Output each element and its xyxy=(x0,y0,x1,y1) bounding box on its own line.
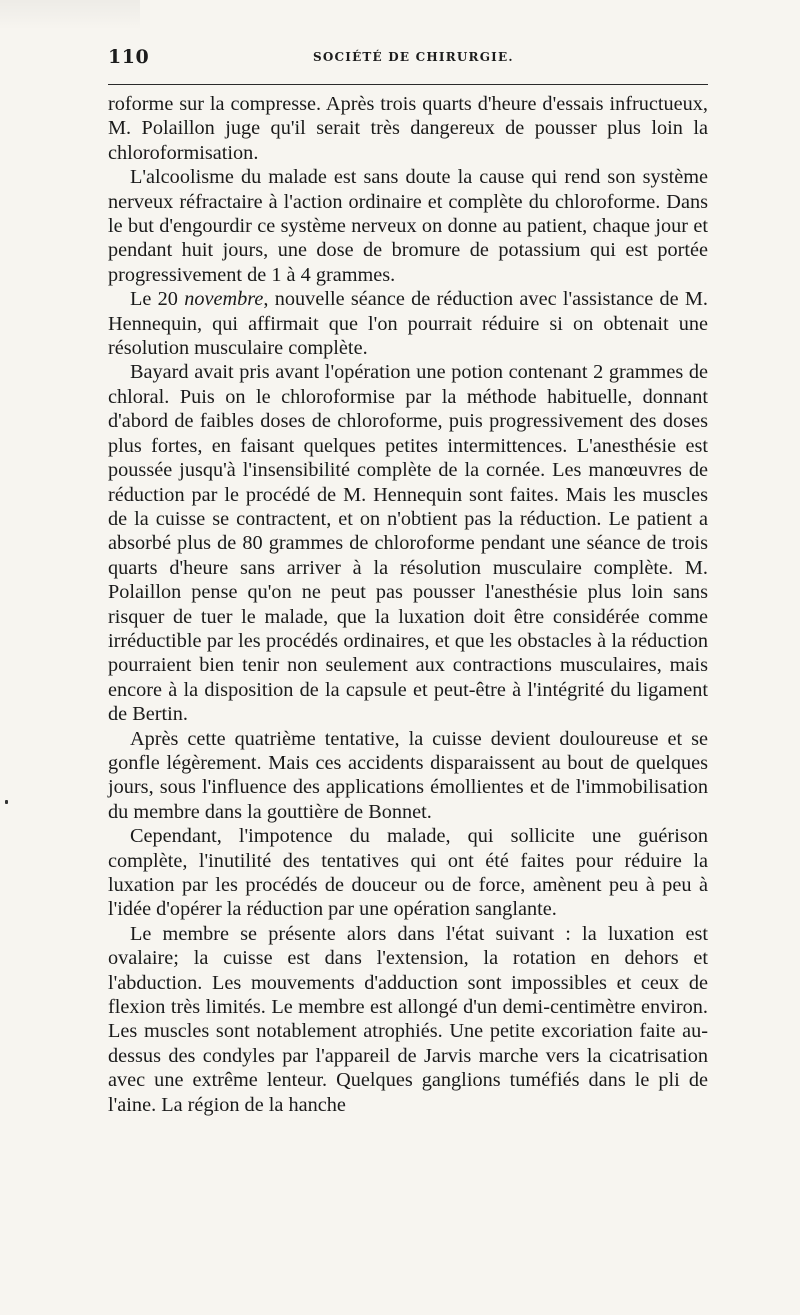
page-header xyxy=(108,46,708,70)
novembre-italic: novembre xyxy=(184,288,264,311)
novembre-after: , nouvelle séance de réduction avec l'assistance de M. Hennequin, qui affirmait que l'on pourrait réduire si on obtenait une résolution musculaire complète. xyxy=(108,288,708,360)
page-number: 110 xyxy=(108,46,150,68)
paragraph-quatrieme-tentative: Après cette quatrième tentative, la cuisse devient douloureuse et se gonfle légèrement. Mais ces accidents disparaissent au bout de quelques jours, sous l'influence des applications émollientes et de l'immobilisation du membre dans la gouttière de Bonnet. xyxy=(108,727,708,823)
header-rule xyxy=(108,84,708,85)
margin-mark xyxy=(5,800,8,804)
running-head: SOCIÉTÉ DE CHIRURGIE. xyxy=(313,50,514,64)
paragraph-cependant: Cependant, l'impotence du malade, qui sollicite une guérison complète, l'inutilité des tentatives qui ont été faites pour réduire la luxation par les procédés de douceur ou de force, amènent peu à peu à l'idée d'opérer la réduction par une opération sanglante. xyxy=(108,825,708,921)
paragraph-bayard: Bayard avait pris avant l'opération une potion contenant 2 grammes de chloral. Puis on le chloroformise par la méthode habituelle, donnant d'abord de faibles doses de chloroforme, puis progressivement des doses plus fortes, en faisant quelques petites intermittences. L'anesthésie est poussée jusqu'à l'insensibilité complète de la cornée. Les manœuvres de réduction par le procédé de M. Hennequin sont faites. Mais les muscles de la cuisse se contractent, et on n'obtient pas la réduction. Le patient a absorbé plus de 80 grammes de chloroforme pendant une séance de trois quarts d'heure sans arriver à la résolution musculaire complète. M. Polaillon pense qu'on ne peut pas pousser l'anesthésie plus loin sans risquer de tuer le malade, que la luxation doit être considérée comme irréductible par les procédés ordinaires, et que les obstacles à la réduction pourraient bien tenir non seulement aux contractions musculaires, mais encore à la disposition de la capsule et peut-être à l'intégrité du ligament de Bertin. xyxy=(108,361,708,726)
paragraph-continued: roforme sur la compresse. Après trois quarts d'heure d'essais infructueux, M. Polaillon juge qu'il serait très dangereux de pousser plus loin la chloroformisation. xyxy=(108,93,708,164)
paper-stain xyxy=(0,0,140,30)
novembre-before: Le 20 xyxy=(130,288,185,311)
paragraph-membre: Le membre se présente alors dans l'état suivant : la luxation est ovalaire; la cuisse est dans l'extension, la rotation en dehors et l'abduction. Les mouvements d'adduction sont impossibles et ceux de flexion très limités. Le membre est allongé d'un demi-centimètre environ. Les muscles sont notablement atrophiés. Une petite excoriation faite au-dessus des condyles par l'appareil de Jarvis marche vers la cicatrisation avec une extrême lenteur. Quelques ganglions tuméfiés dans le pli de l'aine. La région de la hanche xyxy=(108,922,708,1116)
paragraph-novembre xyxy=(108,287,708,360)
paragraph-alcoolisme: L'alcoolisme du malade est sans doute la cause qui rend son système nerveux réfractaire à l'action ordinaire et complète du chloroforme. Dans le but d'engourdir ce système nerveux on donne au patient, chaque jour et pendant huit jours, une dose de bromure de potassium qui est portée progressivement de 1 à 4 grammes. xyxy=(108,166,708,286)
body-text xyxy=(108,92,708,1117)
